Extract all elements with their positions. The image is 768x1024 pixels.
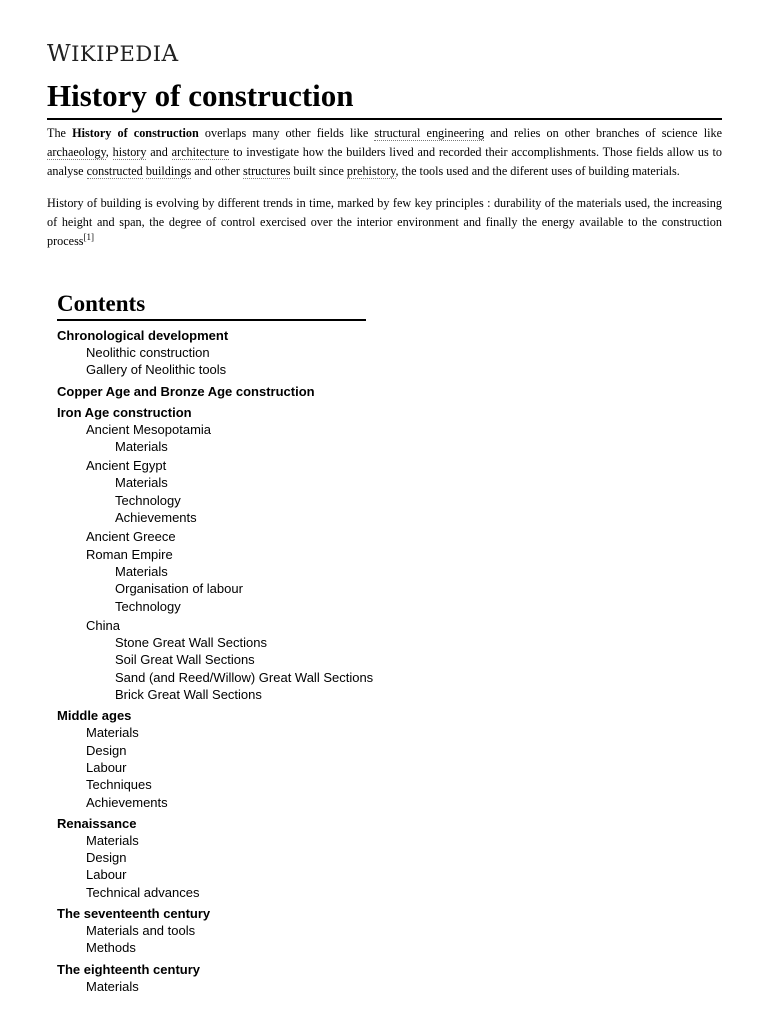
toc-item[interactable]: The eighteenth century [57, 961, 201, 977]
toc-item[interactable]: Brick Great Wall Sections [115, 687, 262, 703]
bold-term: History of construction [72, 126, 199, 140]
intro-paragraph: The History of construction overlaps many other fields like structural engineering and relies on other branches of science like archaeology, history and architecture to investigate how the builders lived and recorded their accomplishments. Those fields allow us to analyse constructed buildings and other structures built since prehistory, the tools used and the diferent uses of building materials. [47, 126, 722, 178]
toc-item[interactable]: Ancient Mesopotamia [86, 421, 212, 437]
toc-item[interactable]: Materials [115, 475, 168, 491]
toc-item[interactable]: Copper Age and Bronze Age construction [57, 383, 315, 399]
link-constructed[interactable]: constructed [86, 164, 143, 178]
page-title: History of construction [47, 78, 722, 120]
toc-item[interactable]: Ancient Greece [86, 529, 176, 545]
link-history[interactable]: history [112, 145, 147, 159]
toc-item[interactable]: Labour [86, 759, 127, 775]
toc-item[interactable]: Gallery of Neolithic tools [86, 362, 227, 378]
toc-item[interactable]: China [86, 617, 120, 633]
reference-link[interactable]: [1] [83, 231, 95, 242]
toc-item[interactable]: Neolithic construction [86, 345, 210, 360]
toc-item[interactable]: Roman Empire [86, 546, 173, 562]
toc-item[interactable]: Renaissance [57, 815, 137, 831]
toc-item[interactable]: Soil Great Wall Sections [115, 652, 255, 668]
toc-item[interactable]: Organisation of labour [115, 581, 243, 597]
toc-item[interactable]: The seventeenth century [57, 906, 211, 922]
toc-item[interactable]: Materials [86, 832, 139, 848]
toc-item[interactable]: Techniques [86, 777, 152, 793]
toc-item[interactable]: Sand (and Reed/Willow) Great Wall Sections [115, 669, 374, 685]
link-architecture[interactable]: architecture [171, 145, 230, 159]
toc-item[interactable]: Materials [86, 725, 139, 741]
toc-item[interactable]: Design [86, 850, 127, 866]
toc-item[interactable]: Technology [115, 598, 181, 614]
toc-item[interactable]: Achievements [115, 510, 197, 526]
toc-list [57, 327, 387, 995]
link-structural-engineering[interactable]: structural engineering [374, 126, 485, 140]
toc-item[interactable]: Iron Age construction [57, 404, 192, 420]
toc-item[interactable]: Ancient Egypt [86, 458, 167, 474]
toc-item[interactable]: Stone Great Wall Sections [115, 635, 267, 651]
toc-item[interactable]: Materials [86, 978, 139, 994]
toc-item[interactable]: Methods [86, 940, 136, 956]
link-prehistory[interactable]: prehistory [346, 164, 396, 178]
link-buildings[interactable]: buildings [145, 164, 192, 178]
wikipedia-logo[interactable]: WIKIPEDIA [47, 41, 179, 67]
link-structures[interactable]: structures [242, 164, 291, 178]
toc-item[interactable]: Chronological development [57, 328, 229, 343]
toc-item[interactable]: Technology [115, 492, 181, 508]
toc-item[interactable]: Materials [115, 438, 168, 454]
toc-item[interactable]: Middle ages [57, 708, 132, 724]
toc-item[interactable]: Materials and tools [86, 923, 196, 939]
toc-item[interactable]: Materials [115, 563, 168, 579]
toc-item[interactable]: Design [86, 742, 127, 758]
toc-title: Contents [57, 290, 366, 321]
toc-item[interactable]: Technical advances [86, 884, 200, 900]
second-paragraph: History of building is evolving by different trends in time, marked by few key principles : durability of the materials used, the increasing of height and span, the degree of control exercised over the interior environment and finally the energy available to the construction process[1] [47, 196, 722, 248]
link-archaeology[interactable]: archaeology [47, 145, 106, 159]
toc-item[interactable]: Labour [86, 867, 127, 883]
toc-item[interactable]: Achievements [86, 794, 168, 810]
table-of-contents [57, 290, 387, 995]
